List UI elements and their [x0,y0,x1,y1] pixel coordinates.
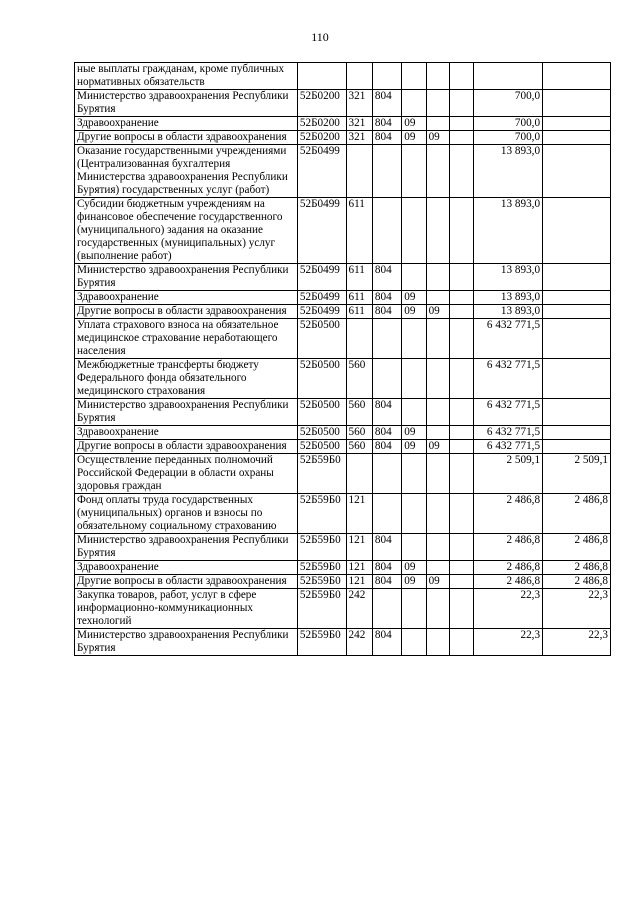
cell-expense-type: 242 [346,589,372,629]
table-row [75,454,611,494]
cell-federal-amount [543,426,611,440]
table-row [75,561,611,575]
cell-subsection [426,426,449,440]
cell-federal-amount [543,359,611,399]
table-row [75,426,611,440]
cell-extra [449,426,473,440]
cell-ministry: 804 [372,440,401,454]
cell-section: 09 [402,426,426,440]
cell-amount: 6 432 771,5 [474,359,543,399]
cell-ministry: 804 [372,561,401,575]
cell-name: Фонд оплаты труда государственных (муниципальных) органов и взносы по обязательному социальному страхованию [75,494,298,534]
cell-amount: 13 893,0 [474,291,543,305]
cell-amount: 6 432 771,5 [474,399,543,426]
cell-ministry [372,198,401,264]
cell-federal-amount [543,399,611,426]
cell-federal-amount: 2 486,8 [543,575,611,589]
cell-ministry: 804 [372,131,401,145]
cell-extra [449,291,473,305]
cell-ministry: 804 [372,291,401,305]
cell-extra [449,131,473,145]
cell-section [402,359,426,399]
cell-extra [449,440,473,454]
cell-code: 52Б0499 [297,198,346,264]
cell-extra [449,117,473,131]
cell-subsection [426,454,449,494]
cell-expense-type: 611 [346,198,372,264]
cell-expense-type: 121 [346,534,372,561]
budget-table [74,62,611,656]
cell-section [402,264,426,291]
cell-name: Другие вопросы в области здравоохранения [75,575,298,589]
cell-subsection [426,319,449,359]
cell-federal-amount [543,117,611,131]
cell-federal-amount [543,291,611,305]
cell-section [402,534,426,561]
cell-subsection [426,399,449,426]
cell-ministry [372,589,401,629]
cell-name: ные выплаты гражданам, кроме публичных нормативных обязательств [75,63,298,90]
cell-section [402,63,426,90]
cell-subsection [426,63,449,90]
cell-name: Здравоохранение [75,426,298,440]
cell-amount: 700,0 [474,90,543,117]
cell-subsection: 09 [426,305,449,319]
cell-federal-amount [543,319,611,359]
cell-code: 52Б0200 [297,90,346,117]
cell-amount [474,63,543,90]
cell-code: 52Б0200 [297,117,346,131]
cell-name: Здравоохранение [75,291,298,305]
cell-federal-amount: 22,3 [543,629,611,656]
cell-amount: 13 893,0 [474,305,543,319]
cell-section [402,90,426,117]
cell-extra [449,264,473,291]
cell-name: Закупка товаров, работ, услуг в сфере информационно-коммуникационных технологий [75,589,298,629]
cell-ministry: 804 [372,399,401,426]
table-row [75,575,611,589]
cell-name: Министерство здравоохранения Республики Бурятия [75,264,298,291]
cell-code: 52Б0499 [297,264,346,291]
cell-subsection [426,90,449,117]
cell-ministry: 804 [372,629,401,656]
cell-code: 52Б0500 [297,319,346,359]
cell-expense-type [346,63,372,90]
table-row [75,359,611,399]
cell-code: 52Б0500 [297,359,346,399]
cell-name: Министерство здравоохранения Республики Бурятия [75,629,298,656]
cell-section: 09 [402,291,426,305]
cell-expense-type: 611 [346,305,372,319]
cell-amount: 13 893,0 [474,198,543,264]
cell-extra [449,319,473,359]
cell-federal-amount [543,63,611,90]
cell-code: 52Б0500 [297,399,346,426]
cell-expense-type: 321 [346,90,372,117]
cell-subsection [426,494,449,534]
cell-code: 52Б0499 [297,305,346,319]
cell-section: 09 [402,131,426,145]
cell-expense-type: 560 [346,399,372,426]
table-row [75,534,611,561]
cell-amount: 2 509,1 [474,454,543,494]
cell-expense-type: 560 [346,440,372,454]
table-row [75,319,611,359]
cell-section [402,198,426,264]
cell-extra [449,145,473,198]
cell-subsection: 09 [426,440,449,454]
cell-section [402,494,426,534]
cell-name: Межбюджетные трансферты бюджету Федерального фонда обязательного медицинского страхования [75,359,298,399]
cell-federal-amount: 22,3 [543,589,611,629]
cell-name: Здравоохранение [75,117,298,131]
cell-expense-type: 242 [346,629,372,656]
cell-name: Уплата страхового взноса на обязательное медицинское страхование неработающего населения [75,319,298,359]
cell-code: 52Б0499 [297,291,346,305]
cell-name: Другие вопросы в области здравоохранения [75,440,298,454]
cell-name: Субсидии бюджетным учреждениям на финансовое обеспечение государственного (муниципального) задания на оказание государственных (муниципальных) услуг (выполнение работ) [75,198,298,264]
cell-amount: 700,0 [474,131,543,145]
page-number: 110 [311,30,329,44]
cell-subsection [426,264,449,291]
cell-section [402,589,426,629]
cell-ministry [372,454,401,494]
cell-amount: 2 486,8 [474,575,543,589]
cell-section [402,454,426,494]
cell-code: 52Б0500 [297,426,346,440]
cell-ministry [372,319,401,359]
cell-code: 52Б59Б0 [297,629,346,656]
cell-subsection [426,198,449,264]
cell-subsection [426,561,449,575]
cell-section [402,629,426,656]
cell-amount: 22,3 [474,589,543,629]
cell-subsection [426,145,449,198]
cell-ministry [372,145,401,198]
cell-expense-type: 611 [346,264,372,291]
cell-ministry [372,63,401,90]
cell-amount: 13 893,0 [474,264,543,291]
cell-section: 09 [402,561,426,575]
cell-subsection [426,291,449,305]
cell-extra [449,575,473,589]
cell-amount: 6 432 771,5 [474,426,543,440]
cell-name: Министерство здравоохранения Республики Бурятия [75,399,298,426]
cell-ministry: 804 [372,575,401,589]
cell-name: Министерство здравоохранения Республики Бурятия [75,90,298,117]
cell-subsection: 09 [426,575,449,589]
cell-subsection [426,534,449,561]
cell-amount: 6 432 771,5 [474,440,543,454]
cell-amount: 2 486,8 [474,561,543,575]
table-row [75,629,611,656]
cell-federal-amount [543,198,611,264]
cell-federal-amount [543,440,611,454]
cell-extra [449,629,473,656]
cell-ministry: 804 [372,90,401,117]
cell-ministry: 804 [372,534,401,561]
cell-federal-amount [543,131,611,145]
table-row [75,264,611,291]
cell-subsection [426,589,449,629]
table-row [75,305,611,319]
cell-subsection [426,359,449,399]
cell-expense-type [346,319,372,359]
cell-ministry: 804 [372,305,401,319]
cell-expense-type: 321 [346,117,372,131]
cell-extra [449,454,473,494]
cell-section [402,319,426,359]
cell-code: 52Б59Б0 [297,589,346,629]
table-row [75,399,611,426]
cell-amount: 6 432 771,5 [474,319,543,359]
cell-expense-type: 560 [346,359,372,399]
cell-federal-amount: 2 486,8 [543,494,611,534]
cell-expense-type [346,454,372,494]
table-row [75,117,611,131]
cell-federal-amount: 2 509,1 [543,454,611,494]
cell-federal-amount [543,90,611,117]
cell-extra [449,561,473,575]
cell-ministry [372,359,401,399]
table-row [75,63,611,90]
table-row [75,90,611,117]
cell-expense-type: 611 [346,291,372,305]
cell-federal-amount [543,264,611,291]
cell-extra [449,198,473,264]
cell-ministry [372,494,401,534]
cell-code: 52Б59Б0 [297,494,346,534]
table-row [75,494,611,534]
cell-expense-type: 121 [346,561,372,575]
cell-code: 52Б59Б0 [297,575,346,589]
cell-extra [449,305,473,319]
cell-federal-amount: 2 486,8 [543,534,611,561]
cell-amount: 700,0 [474,117,543,131]
cell-expense-type: 121 [346,494,372,534]
cell-code [297,63,346,90]
cell-section: 09 [402,305,426,319]
cell-federal-amount [543,145,611,198]
cell-expense-type [346,145,372,198]
cell-code: 52Б59Б0 [297,561,346,575]
cell-expense-type: 121 [346,575,372,589]
cell-code: 52Б0500 [297,440,346,454]
cell-code: 52Б59Б0 [297,454,346,494]
cell-federal-amount [543,305,611,319]
table-row [75,589,611,629]
table-row [75,145,611,198]
cell-name: Министерство здравоохранения Республики Бурятия [75,534,298,561]
cell-ministry: 804 [372,426,401,440]
table-row [75,131,611,145]
cell-extra [449,90,473,117]
cell-name: Другие вопросы в области здравоохранения [75,131,298,145]
cell-subsection [426,117,449,131]
cell-extra [449,359,473,399]
cell-code: 52Б59Б0 [297,534,346,561]
cell-extra [449,534,473,561]
cell-extra [449,63,473,90]
cell-ministry: 804 [372,264,401,291]
cell-section: 09 [402,575,426,589]
table-row [75,440,611,454]
cell-ministry: 804 [372,117,401,131]
cell-amount: 2 486,8 [474,534,543,561]
cell-code: 52Б0200 [297,131,346,145]
cell-name: Оказание государственными учреждениями (Централизованная бухгалтерия Министерства здравоохранения Республики Бурятия) государственных услуг (работ) [75,145,298,198]
cell-subsection [426,629,449,656]
cell-amount: 2 486,8 [474,494,543,534]
cell-name: Осуществление переданных полномочий Российской Федерации в области охраны здоровья граждан [75,454,298,494]
cell-section: 09 [402,117,426,131]
cell-expense-type: 560 [346,426,372,440]
cell-section [402,145,426,198]
cell-section: 09 [402,440,426,454]
cell-section [402,399,426,426]
cell-subsection: 09 [426,131,449,145]
cell-amount: 13 893,0 [474,145,543,198]
cell-extra [449,494,473,534]
cell-name: Другие вопросы в области здравоохранения [75,305,298,319]
cell-federal-amount: 2 486,8 [543,561,611,575]
cell-code: 52Б0499 [297,145,346,198]
cell-amount: 22,3 [474,629,543,656]
table-row [75,198,611,264]
cell-name: Здравоохранение [75,561,298,575]
cell-extra [449,399,473,426]
table-row [75,291,611,305]
cell-extra [449,589,473,629]
cell-expense-type: 321 [346,131,372,145]
